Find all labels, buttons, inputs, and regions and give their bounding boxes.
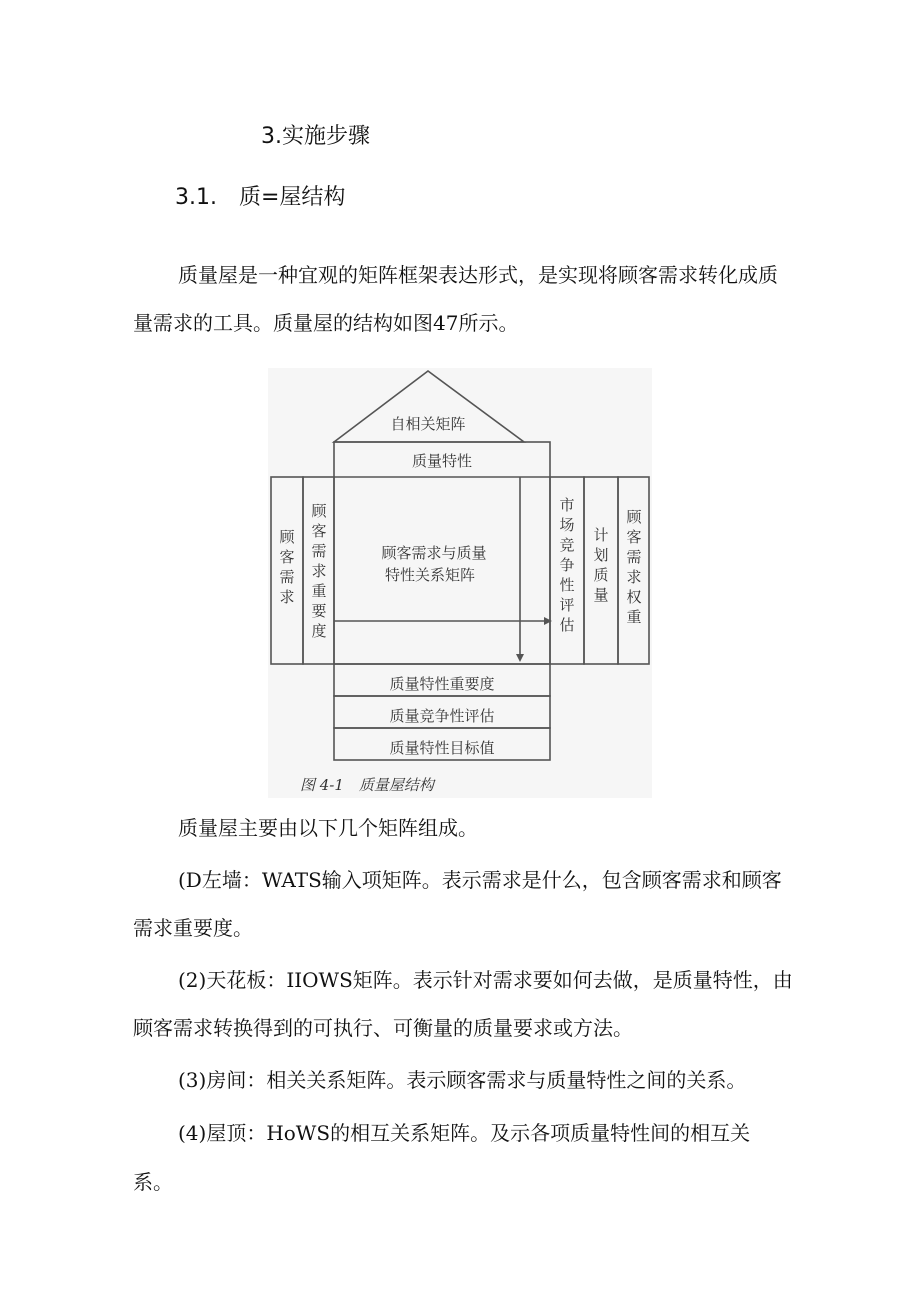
svg-text:要: 要	[311, 602, 327, 620]
svg-text:重: 重	[311, 582, 327, 600]
svg-text:客: 客	[311, 522, 327, 540]
svg-text:顾: 顾	[311, 502, 327, 520]
intro-paragraph-line1: 质量屋是一种宜观的矩阵框架表达形式，是实现将顾客需求转化成质	[178, 263, 778, 287]
svg-text:客: 客	[626, 528, 642, 546]
svg-text:计: 计	[593, 526, 609, 544]
subsection-heading: 3.1. 质=屋结构	[175, 185, 346, 210]
ceiling-label: 质量特性	[411, 452, 473, 470]
svg-text:评: 评	[559, 596, 575, 614]
svg-text:需: 需	[279, 568, 295, 586]
list-item-1-line2: 需求重要度。	[133, 916, 253, 940]
svg-text:争: 争	[559, 556, 575, 574]
room-label-line1: 顾客需求与质量	[381, 544, 487, 562]
market-label	[559, 496, 574, 634]
intro-paragraph-line2: 量需求的工具。质量屋的结构如图47所示。	[133, 311, 519, 335]
floor2-label: 质量竞争性评估	[389, 707, 495, 725]
figure-caption: 图 4-1 质量屋结构	[300, 776, 434, 794]
svg-text:重: 重	[626, 608, 642, 626]
room-label-line2: 特性关系矩阵	[384, 566, 476, 584]
list-item-2-line1: (2)天花板：IIOWS矩阵。表示针对需求要如何去做，是质量特性，由	[178, 968, 793, 992]
list-item-1-line1: (D左墙：WATS输入项矩阵。表示需求是什么，包含顾客需求和顾客	[178, 868, 782, 892]
svg-text:量: 量	[593, 586, 609, 604]
left-importance-label	[311, 502, 327, 640]
section-heading: 3.实施步骤	[261, 124, 370, 149]
svg-text:需: 需	[311, 542, 327, 560]
svg-text:划: 划	[593, 546, 609, 564]
svg-text:求: 求	[626, 568, 642, 586]
svg-text:质: 质	[593, 566, 609, 584]
svg-text:权: 权	[626, 588, 642, 606]
svg-text:顾: 顾	[626, 508, 642, 526]
list-item-4-line2: 系。	[133, 1170, 173, 1194]
svg-text:需: 需	[626, 548, 642, 566]
floor3-label: 质量特性目标值	[389, 739, 495, 757]
svg-text:顾: 顾	[279, 528, 295, 546]
svg-text:客: 客	[279, 548, 295, 566]
list-item-4-line1: (4)屋顶：HoWS的相互关系矩阵。及示各项质量特性间的相互关	[178, 1121, 751, 1145]
house-of-quality-figure	[268, 368, 652, 798]
list-item-2-line2: 顾客需求转换得到的可执行、可衡量的质量要求或方法。	[133, 1016, 633, 1040]
svg-text:求: 求	[311, 562, 327, 580]
list-intro: 质量屋主要由以下几个矩阵组成。	[178, 816, 478, 840]
svg-text:场: 场	[559, 516, 575, 534]
svg-text:性: 性	[559, 576, 575, 594]
list-item-3: (3)房间：相关关系矩阵。表示顾客需求与质量特性之间的关系。	[178, 1068, 747, 1092]
svg-text:市: 市	[559, 496, 575, 514]
svg-text:估: 估	[559, 616, 575, 634]
svg-text:求: 求	[279, 588, 295, 606]
roof-label: 自相关矩阵	[390, 415, 466, 433]
svg-text:竞: 竞	[559, 536, 575, 554]
svg-text:度: 度	[311, 622, 327, 640]
floor1-label: 质量特性重要度	[389, 675, 495, 693]
